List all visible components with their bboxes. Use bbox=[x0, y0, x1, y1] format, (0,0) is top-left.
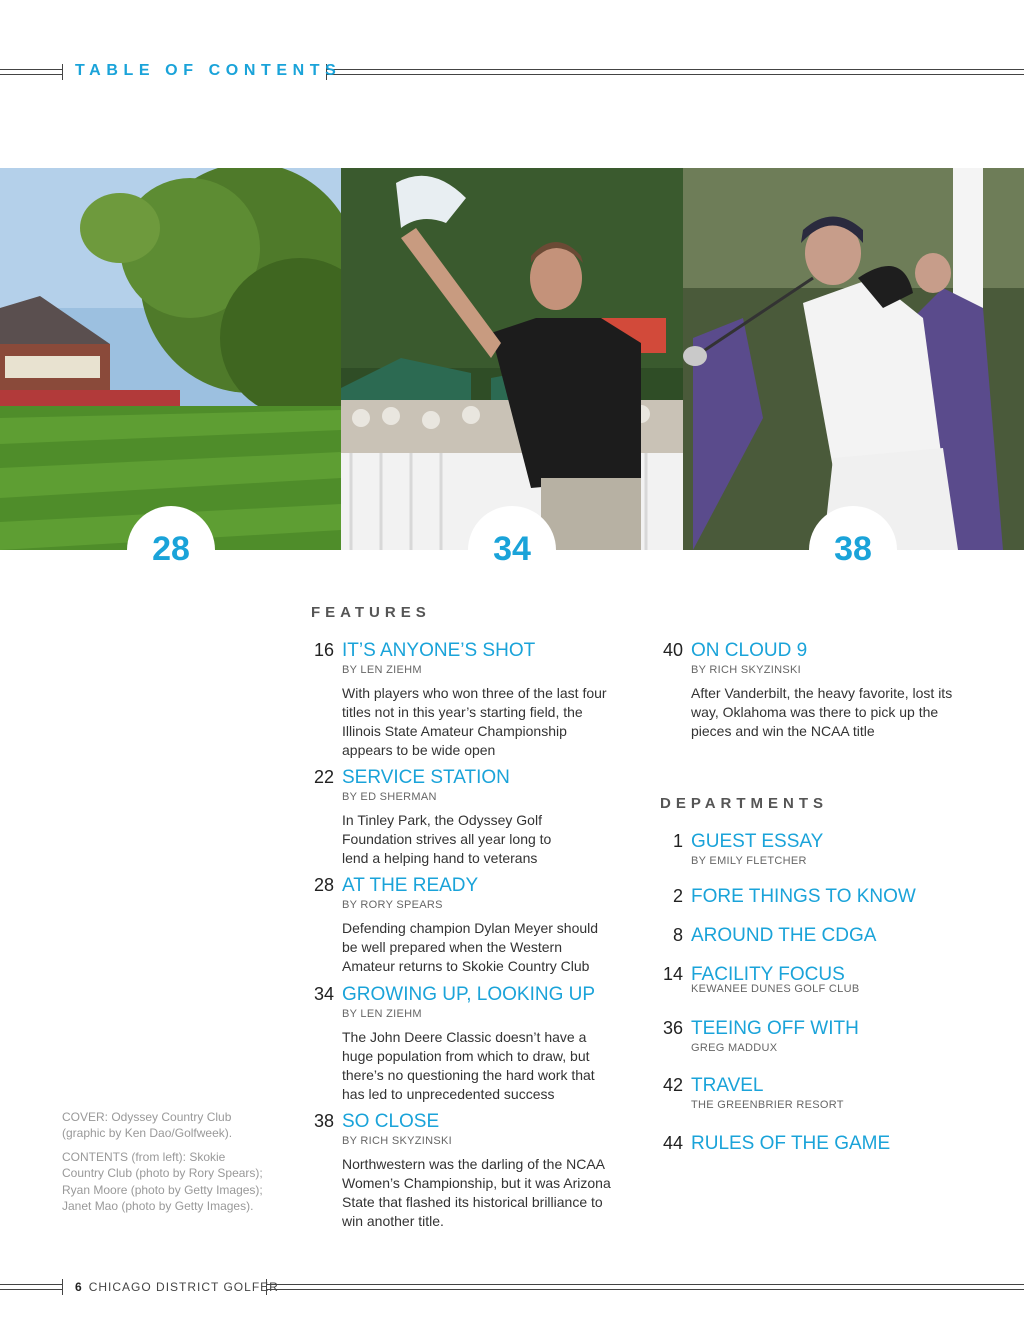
entry-page: 22 bbox=[313, 767, 334, 787]
entry-title[interactable]: AT THE READY bbox=[342, 875, 479, 896]
photo-page-badge: 28 bbox=[127, 506, 215, 594]
photo-page-badge: 38 bbox=[809, 506, 897, 594]
entry-title[interactable]: SERVICE STATION bbox=[342, 767, 510, 788]
entry-description: With players who won three of the last four titles not in this year’s starting field, the Illinois State Amateur Championship appears to be wide open bbox=[342, 685, 607, 758]
entry-title[interactable]: TRAVEL bbox=[691, 1075, 764, 1096]
footer bbox=[75, 1280, 279, 1294]
departments-heading: DEPARTMENTS bbox=[660, 795, 829, 812]
entry-byline: KEWANEE DUNES GOLF CLUB bbox=[691, 983, 860, 995]
entry-title[interactable]: IT’S ANYONE’S SHOT bbox=[342, 640, 536, 661]
entry-description: Defending champion Dylan Meyer should be well prepared when the Western Amateur returns to Skokie Country Club bbox=[342, 920, 599, 974]
entry-byline: BY LEN ZIEHM bbox=[342, 664, 422, 676]
photo-janet-mao bbox=[683, 168, 1024, 550]
entry-byline: BY EMILY FLETCHER bbox=[691, 855, 807, 867]
entry-title[interactable]: TEEING OFF WITH bbox=[691, 1018, 859, 1039]
entry-page: 2 bbox=[672, 886, 683, 906]
entry-title[interactable]: FACILITY FOCUS bbox=[691, 964, 845, 985]
entry-byline: BY RICH SKYZINSKI bbox=[691, 664, 802, 676]
entry-byline: BY ED SHERMAN bbox=[342, 791, 437, 803]
entry-title[interactable]: SO CLOSE bbox=[342, 1111, 440, 1132]
entry-byline: BY RORY SPEARS bbox=[342, 899, 443, 911]
entry-page: 36 bbox=[662, 1018, 683, 1038]
entry-title[interactable]: GUEST ESSAY bbox=[691, 831, 824, 852]
entry-title[interactable]: AROUND THE CDGA bbox=[691, 925, 877, 946]
entry-byline: GREG MADDUX bbox=[691, 1042, 778, 1054]
entry-page: 40 bbox=[662, 640, 683, 660]
entry-page: 42 bbox=[662, 1075, 683, 1095]
entry-page: 14 bbox=[662, 964, 683, 984]
entry-page: 28 bbox=[313, 875, 334, 895]
entry-description: The John Deere Classic doesn’t have a huge population from which to draw, but there’s no questioning the hard work that has led to unprecedented success bbox=[342, 1029, 595, 1102]
entry-byline: BY LEN ZIEHM bbox=[342, 1008, 422, 1020]
entry-title[interactable]: RULES OF THE GAME bbox=[691, 1133, 891, 1154]
entry-title[interactable]: FORE THINGS TO KNOW bbox=[691, 886, 916, 907]
entry-title[interactable]: GROWING UP, LOOKING UP bbox=[342, 984, 596, 1005]
entry-description: Northwestern was the darling of the NCAA Women’s Championship, but it was Arizona State that flashed its historical brilliance to win another title. bbox=[342, 1156, 611, 1229]
cover-credit: COVER: Odyssey Country Club (graphic by Ken Dao/Golfweek). bbox=[62, 1110, 233, 1141]
page-title: TABLE OF CONTENTS bbox=[75, 62, 342, 79]
folio: 6 bbox=[75, 1280, 83, 1294]
publication-name: CHICAGO DISTRICT GOLFER bbox=[88, 1280, 279, 1294]
photo-clubhouse bbox=[0, 168, 341, 550]
photo-page-badge: 34 bbox=[468, 506, 556, 594]
photo-strip bbox=[0, 168, 1024, 550]
photo-credits bbox=[62, 1109, 267, 1214]
entry-page: 44 bbox=[662, 1133, 683, 1153]
entry-page: 8 bbox=[672, 925, 683, 945]
entry-page: 16 bbox=[313, 640, 334, 660]
entry-description: After Vanderbilt, the heavy favorite, lost its way, Oklahoma was there to pick up the pieces and win the NCAA title bbox=[691, 685, 953, 739]
contents-credit: CONTENTS (from left): Skokie Country Club (photo by Rory Spears); Ryan Moore (photo by Getty Images); Janet Mao (photo by Getty Images). bbox=[62, 1149, 263, 1214]
entry-description: In Tinley Park, the Odyssey Golf Foundation strives all year long to lend a helping hand to veterans bbox=[342, 812, 552, 866]
entry-byline: BY RICH SKYZINSKI bbox=[342, 1135, 453, 1147]
entry-byline: THE GREENBRIER RESORT bbox=[691, 1099, 844, 1111]
entry-page: 34 bbox=[313, 984, 334, 1004]
entry-page: 38 bbox=[313, 1111, 334, 1131]
entry-title[interactable]: ON CLOUD 9 bbox=[691, 640, 808, 661]
entry-page: 1 bbox=[672, 831, 683, 851]
photo-ryan-moore bbox=[341, 168, 683, 550]
features-heading: FEATURES bbox=[311, 604, 431, 621]
